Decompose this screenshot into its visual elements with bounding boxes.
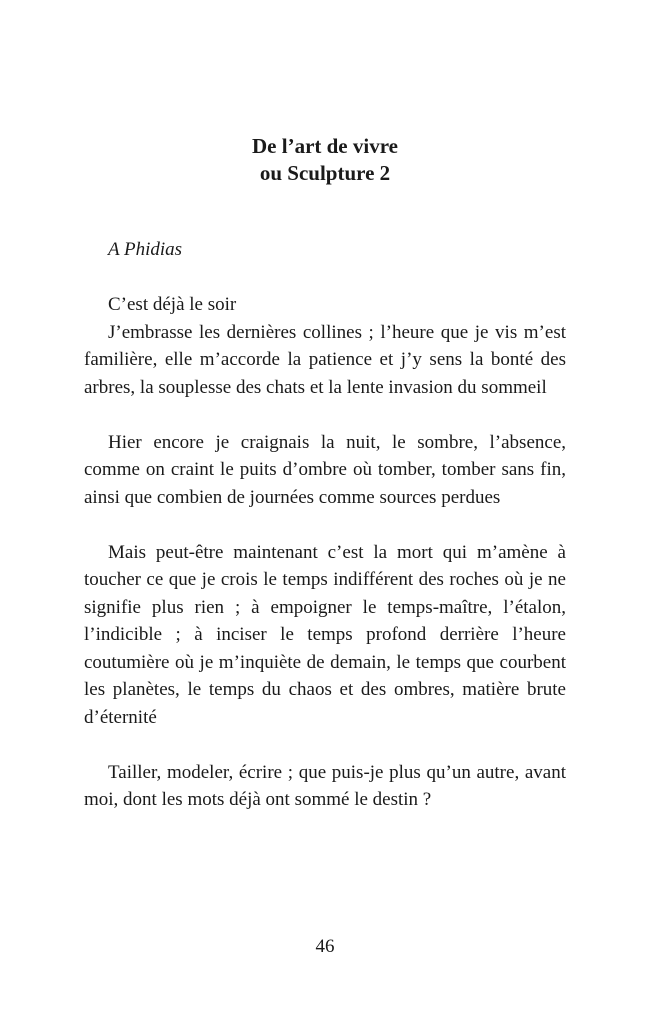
page-number: 46 — [315, 936, 335, 957]
stanza-4-paragraph: Tailler, modeler, écrire ; que puis-je plus qu’un autre, avant moi, dont les mots déjà ont sommé le destin ? — [84, 761, 566, 810]
book-page — [84, 0, 566, 1034]
poem-title-line-1: De l’art de vivre — [252, 134, 398, 158]
stanza-3-paragraph: Mais peut-être maintenant c’est la mort qui m’amène à toucher ce que je crois le temps indifférent des roches où je ne signifie plus rien ; à empoigner le temps-maître, l’étalon, l’indicible ; à inciser le temps profond derrière l’heure coutumière où je m’inquiète de demain, le temps que courbent les planètes, le temps du chaos et des ombres, matière brute d’éternité — [84, 541, 566, 728]
stanza-2 — [84, 429, 566, 512]
stanza-1-line-1: C’est déjà le soir — [108, 294, 237, 315]
poem-title-line-2: ou Sculpture 2 — [259, 161, 391, 185]
stanza-4 — [84, 759, 566, 814]
stanza-2-paragraph: Hier encore je craignais la nuit, le sombre, l’absence, comme on craint le puits d’ombre où tomber, tomber sans fin, ainsi que combien de journées comme sources perdues — [84, 431, 566, 508]
dedication: A Phidias — [108, 239, 183, 260]
stanza-1-line-2: J’embrasse les dernières collines ; l’heure que je vis m’est familière, elle m’accorde la patience et j’y sens la bonté des arbres, la souplesse des chats et la lente invasion du sommeil — [84, 321, 566, 398]
poem-title — [84, 133, 566, 187]
poem-body — [84, 236, 566, 841]
stanza-1 — [84, 291, 566, 401]
stanza-3 — [84, 539, 566, 732]
